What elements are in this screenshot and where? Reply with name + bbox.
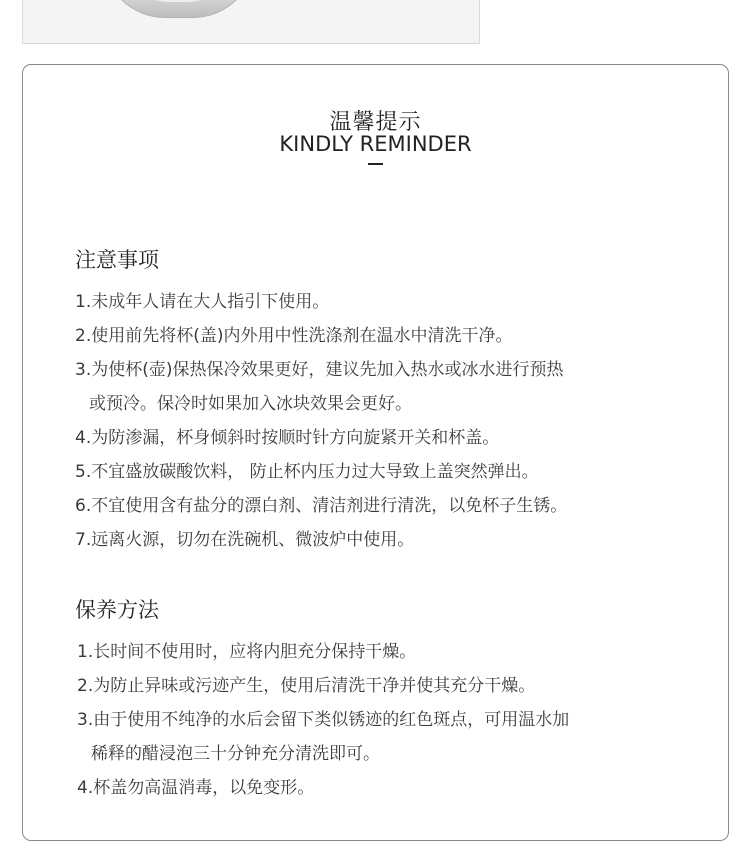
- title-chinese: 温馨提示: [329, 110, 422, 135]
- title-divider: [368, 163, 383, 165]
- care-heading: 保养方法: [75, 598, 159, 622]
- notice-item-1: 1.未成年人请在大人指引下使用。: [75, 292, 330, 312]
- notice-item-5: 5.不宜盛放碳酸饮料， 防止杯内压力过大导致上盖突然弹出。: [75, 462, 539, 482]
- notice-heading: 注意事项: [75, 248, 159, 272]
- notice-section: [75, 245, 675, 557]
- product-photo-fragment: [22, 0, 480, 44]
- reminder-card: [22, 64, 729, 841]
- title-english: KINDLY REMINDER: [279, 132, 472, 156]
- notice-item-2: 2.使用前先将杯(盖)内外用中性洗涤剂在温水中清洗干净。: [75, 326, 513, 346]
- care-item-2: 2.为防止异味或污迹产生，使用后清洗干净并使其充分干燥。: [77, 676, 536, 696]
- care-item-3-continued: 稀释的醋浸泡三十分钟充分清洗即可。: [91, 744, 380, 764]
- care-item-1: 1.长时间不使用时，应将内胆充分保持干燥。: [77, 642, 417, 662]
- care-list: [75, 635, 675, 805]
- care-item-4: 4.杯盖勿高温消毒，以免变形。: [77, 778, 315, 798]
- notice-item-4: 4.为防渗漏，杯身倾斜时按顺时针方向旋紧开关和杯盖。: [75, 428, 500, 448]
- bottle-rim-image: [103, 0, 255, 18]
- care-section: [75, 595, 675, 805]
- notice-list: [75, 285, 675, 557]
- notice-item-7: 7.远离火源，切勿在洗碗机、微波炉中使用。: [75, 530, 415, 550]
- notice-item-3: 3.为使杯(壶)保热保冷效果更好，建议先加入热水或冰水进行预热: [75, 360, 564, 380]
- care-item-3: 3.由于使用不纯净的水后会留下类似锈迹的红色斑点，可用温水加: [77, 710, 570, 730]
- notice-item-6: 6.不宜使用含有盐分的漂白剂、清洁剂进行清洗，以免杯子生锈。: [75, 496, 568, 516]
- notice-item-3-continued: 或预冷。保冷时如果加入冰块效果会更好。: [89, 394, 412, 414]
